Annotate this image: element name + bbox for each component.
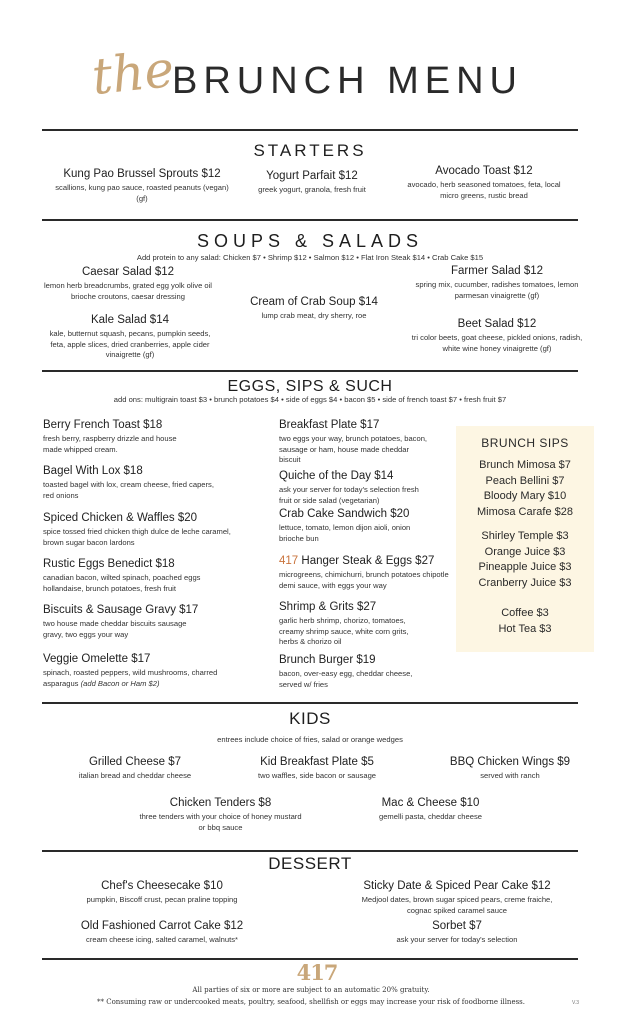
sip-item: Hot Tea $3: [498, 622, 552, 635]
health-warning: ** Consuming raw or undercooked meats, poultry, seafood, shellfish or eggs may increase your risk of foodborne illness.: [96, 998, 525, 1006]
item-name: Grilled Cheese $7: [88, 756, 182, 768]
item-name: Brunch Burger $19: [279, 654, 376, 666]
header-script-the: the: [89, 39, 177, 107]
menu-item: [404, 318, 590, 354]
item-desc: three tenders with your choice of honey mustard or bbq sauce: [139, 812, 302, 832]
menu-item: [52, 168, 232, 204]
item-name: Breakfast Plate $17: [279, 419, 380, 431]
menu-item: [43, 653, 258, 689]
version-label: V.3: [572, 1000, 580, 1006]
sip-item: Bloody Mary $10: [483, 490, 567, 502]
item-name: Veggie Omelette $17: [43, 653, 151, 665]
item-desc: greek yogurt, granola, fresh fruit: [258, 185, 366, 194]
item-desc: Medjool dates, brown sugar spiced pears, creme fraiche, cognac spiked caramel sauce: [361, 895, 553, 915]
soups-title: SOUPS & SALADS: [196, 231, 424, 251]
eggs-title: EGGS, SIPS & SUCH: [227, 378, 393, 395]
menu-item: [404, 165, 564, 201]
menu-item: [43, 419, 258, 455]
item-name: Yogurt Parfait $12: [266, 170, 358, 182]
menu-item: [43, 558, 258, 594]
item-name: Kale Salad $14: [90, 314, 169, 326]
item-desc: italian bread and cheddar cheese: [78, 771, 192, 780]
item-name: Avocado Toast $12: [435, 165, 533, 177]
item-name: BBQ Chicken Wings $9: [449, 756, 571, 768]
divider: [42, 850, 578, 852]
item-name: Kid Breakfast Plate $5: [260, 756, 374, 768]
item-desc: gemelli pasta, cheddar cheese: [378, 812, 482, 821]
item-name: Beet Salad $12: [457, 318, 537, 330]
menu-item: [232, 170, 392, 196]
item-name: Crab Cake Sandwich $20: [279, 508, 410, 520]
item-desc: bacon, over-easy egg, cheddar cheese, served w/ fries: [279, 669, 413, 689]
kids-title: KIDS: [289, 709, 331, 728]
addons-note: add ons: multigrain toast $3 • brunch potatoes $4 • side of eggs $4 • bacon $5 • side of french toast $7 • fresh fruit $7: [113, 395, 507, 404]
sip-item: Peach Bellini $7: [485, 474, 565, 487]
item-name: Mac & Cheese $10: [381, 797, 480, 809]
item-desc: lump crab meat, dry sherry, roe: [261, 311, 367, 320]
menu-item: [42, 266, 214, 302]
menu-item: [228, 296, 400, 322]
menu-item: [43, 604, 258, 640]
menu-item: [279, 470, 454, 506]
menu-item: [62, 920, 262, 946]
menu-item: [279, 654, 454, 690]
dessert-title: DESSERT: [268, 854, 352, 873]
item-desc: tri color beets, goat cheese, pickled onions, radish, white wine honey vinaigrette (gf): [411, 333, 583, 353]
item-desc: lettuce, tomato, lemon dijon aioli, onion brioche bun: [279, 523, 411, 543]
starters-title: STARTERS: [253, 141, 367, 160]
item-name: Biscuits & Sausage Gravy $17: [43, 604, 199, 616]
item-desc: two eggs your way, brunch potatoes, bacon, sausage or ham, house made cheddar biscuit: [279, 434, 428, 464]
item-desc-addon: (add Bacon or Ham $2): [80, 678, 160, 688]
item-name: Rustic Eggs Benedict $18: [43, 558, 175, 570]
item-name: Caesar Salad $12: [81, 266, 175, 278]
menu-item: [279, 555, 454, 591]
item-desc: ask your server for today's selection fresh fruit or side salad (vegetarian): [279, 485, 419, 505]
protein-note: Add protein to any salad: Chicken $7 • Shrimp $12 • Salmon $12 • Flat Iron Steak $14 • Crab Cake $15: [136, 253, 484, 262]
kids-note: entrees include choice of fries, salad or orange wedges: [217, 735, 403, 744]
menu-item: [348, 797, 513, 823]
menu-item: [227, 756, 407, 782]
menu-item: [352, 920, 562, 946]
item-name: Bagel With Lox $18: [43, 465, 143, 477]
menu-item: [43, 512, 258, 548]
menu-item: [279, 419, 454, 466]
item-desc: scallions, kung pao sauce, roasted peanuts (vegan) (gf): [55, 183, 229, 203]
item-name: Chef's Cheesecake $10: [101, 880, 223, 892]
restaurant-logo: 417: [296, 960, 338, 985]
item-desc: spinach, roasted peppers, wild mushrooms, charred asparagus: [43, 668, 218, 688]
divider: [42, 370, 578, 372]
menu-item: [43, 465, 258, 501]
menu-item: [62, 880, 262, 906]
item-name: Spiced Chicken & Waffles $20: [43, 512, 198, 524]
divider: [42, 219, 578, 221]
divider: [42, 702, 578, 704]
item-name: Chicken Tenders $8: [169, 797, 272, 809]
item-desc: spice tossed fried chicken thigh dulce de leche caramel, brown sugar bacon lardons: [43, 527, 231, 547]
sip-item: Cranberry Juice $3: [478, 576, 572, 589]
item-desc: kale, butternut squash, pecans, pumpkin seeds, feta, apple slices, dried cranberries, apple cider vinaigrette (gf): [49, 329, 211, 359]
item-desc: cream cheese icing, salted caramel, walnuts*: [86, 935, 238, 944]
item-name: Kung Pao Brussel Sprouts $12: [63, 168, 221, 180]
menu-item: [420, 756, 600, 782]
sip-item: Pineapple Juice $3: [478, 561, 572, 573]
sip-item: Orange Juice $3: [484, 545, 566, 558]
brand-417: 417: [279, 555, 299, 567]
brunch-sips-box: [456, 426, 594, 652]
item-name: Farmer Salad $12: [450, 265, 544, 277]
menu-item: [404, 265, 590, 301]
item-name: Hanger Steak & Eggs $27: [298, 555, 435, 567]
menu-item: [138, 797, 303, 833]
menu-item: [352, 880, 562, 916]
item-desc: fresh berry, raspberry drizzle and house made whipped cream.: [43, 434, 177, 454]
item-name: Berry French Toast $18: [43, 419, 163, 431]
item-name: Quiche of the Day $14: [279, 470, 394, 482]
menu-item: [44, 314, 216, 361]
item-desc: toasted bagel with lox, cream cheese, fried capers, red onions: [43, 480, 214, 500]
item-desc: two house made cheddar biscuits sausage gravy, two eggs your way: [43, 619, 187, 639]
sip-item: Shirley Temple $3: [481, 530, 569, 542]
item-desc: canadian bacon, wilted spinach, poached eggs hollandaise, brunch potatoes, fresh fruit: [43, 573, 201, 593]
page-title: BRUNCH MENU: [172, 60, 523, 102]
item-name: Old Fashioned Carrot Cake $12: [80, 920, 244, 932]
item-desc: two waffles, side bacon or sausage: [257, 771, 377, 780]
divider: [42, 129, 578, 131]
sip-item: Mimosa Carafe $28: [477, 505, 573, 518]
item-desc: ask your server for today's selection: [396, 935, 518, 944]
menu-item: [279, 508, 454, 544]
sips-title: BRUNCH SIPS: [481, 436, 569, 450]
item-desc: avocado, herb seasoned tomatoes, feta, local micro greens, rustic bread: [407, 180, 561, 200]
item-desc: garlic herb shrimp, chorizo, tomatoes, creamy shrimp sauce, white corn grits, herbs & chorizo oil: [279, 616, 409, 646]
item-name: Shrimp & Grits $27: [279, 601, 377, 613]
item-desc: spring mix, cucumber, radishes tomatoes, lemon parmesan vinaigrette (gf): [415, 280, 579, 300]
sip-item: Brunch Mimosa $7: [479, 459, 571, 471]
item-desc: microgreens, chimichurri, brunch potatoes chipotle demi sauce, with eggs your way: [279, 570, 449, 590]
item-desc: served with ranch: [480, 771, 540, 780]
menu-item: [279, 601, 454, 648]
gratuity-note: All parties of six or more are subject to an automatic 20% gratuity.: [192, 986, 430, 994]
item-name: Sorbet $7: [432, 920, 482, 932]
sip-item: Coffee $3: [501, 607, 549, 619]
item-name: Cream of Crab Soup $14: [250, 296, 378, 308]
item-desc: pumpkin, Biscoff crust, pecan praline topping: [86, 895, 238, 904]
menu-item: [55, 756, 215, 782]
item-name: Sticky Date & Spiced Pear Cake $12: [363, 880, 551, 892]
item-desc: lemon herb breadcrumbs, grated egg yolk olive oil brioche croutons, caesar dressing: [44, 281, 212, 301]
